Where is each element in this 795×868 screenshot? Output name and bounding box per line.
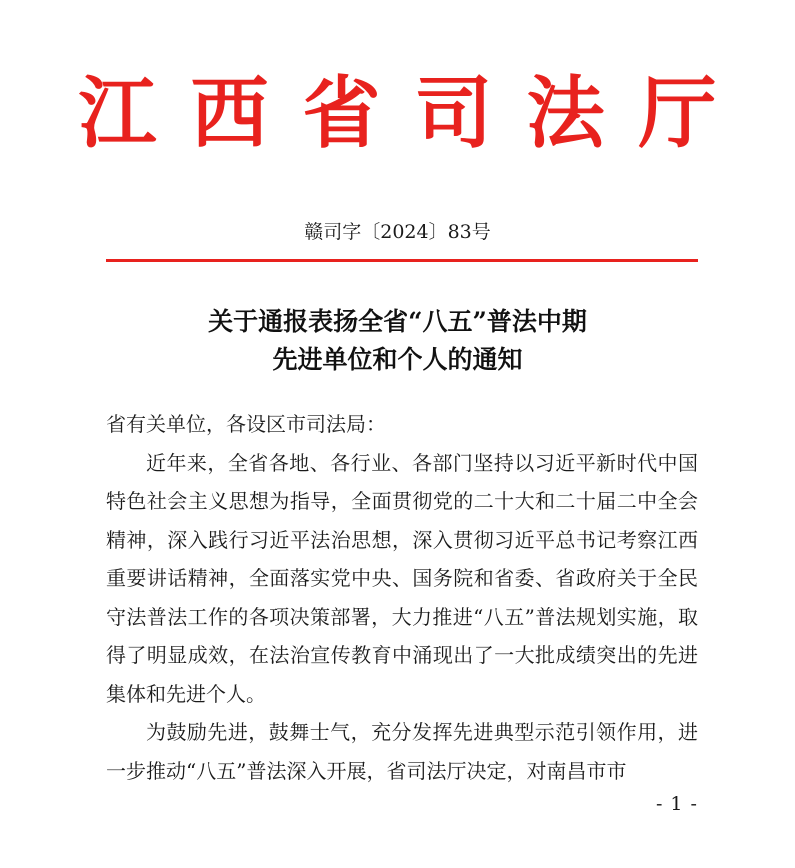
document-number: 赣司字〔2024〕83号	[304, 221, 491, 243]
body-paragraph: 为鼓励先进，鼓舞士气，充分发挥先进典型示范引领作用，进一步推动“八五”普法深入开展，省司法厅决定，对南昌市市	[106, 720, 698, 783]
page-number-value: 1	[670, 793, 683, 815]
notice-title	[0, 303, 795, 379]
notice-title-line-1: 关于通报表扬全省“八五”普法中期	[208, 307, 587, 336]
page-number-dash-left: -	[656, 793, 663, 815]
page-number	[648, 792, 705, 816]
notice-body	[106, 405, 698, 790]
notice-title-line-2: 先进单位和个人的通知	[272, 345, 523, 374]
red-divider-line	[106, 259, 698, 262]
masthead-title: 江西省司法厅	[78, 68, 751, 159]
salutation: 省有关单位，各设区市司法局：	[106, 412, 386, 436]
page-number-dash-right: -	[690, 793, 697, 815]
body-paragraph: 近年来，全省各地、各行业、各部门坚持以习近平新时代中国特色社会主义思想为指导，全面贯彻党的二十大和二十届二中全会精神，深入践行习近平法治思想，深入贯彻习近平总书记考察江西重要讲话精神，全面落实党中央、国务院和省委、省政府关于全民守法普法工作的各项决策部署，大力推进“八五”普法规划实施，取得了明显成效，在法治宣传教育中涌现出了一大批成绩突出的先进集体和先进个人。	[106, 450, 698, 706]
